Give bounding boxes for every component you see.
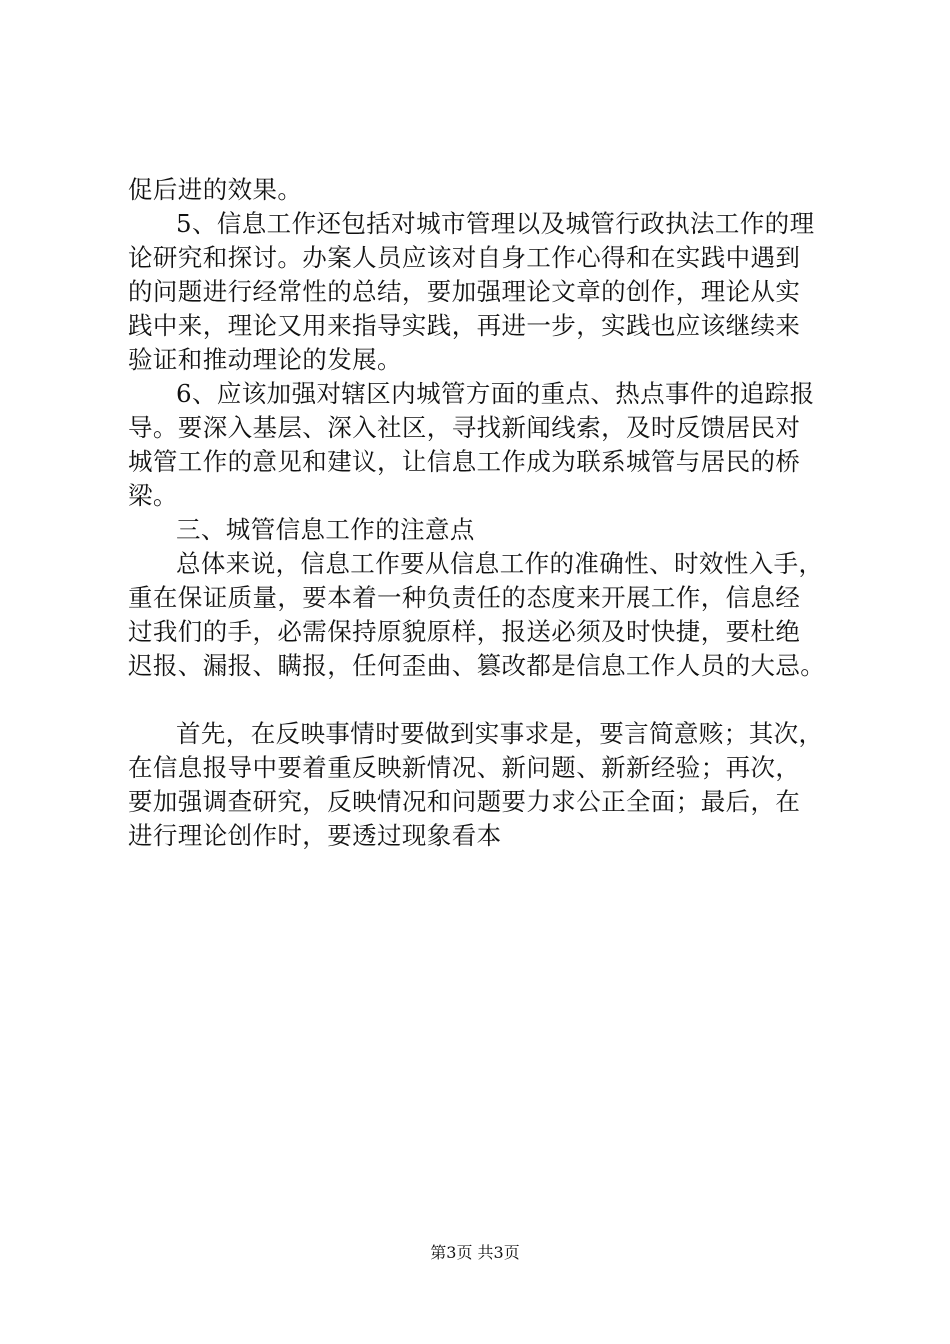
paragraph-line: 6、应该加强对辖区内城管方面的重点、热点事件的追踪报 (176, 379, 815, 408)
paragraph-line: 践中来，理论又用来指导实践，再进一步，实践也应该继续来 (128, 311, 801, 340)
paragraph-line: 过我们的手，必需保持原貌原样，报送必须及时快捷，要杜绝 (128, 617, 801, 646)
paragraph-line: 首先，在反映事情时要做到实事求是，要言简意赅；其次， (176, 719, 824, 748)
paragraph-line: 导。要深入基层、深入社区，寻找新闻线索，及时反馈居民对 (128, 413, 801, 442)
paragraph-line: 验证和推动理论的发展。 (128, 345, 402, 374)
paragraph-line: 总体来说，信息工作要从信息工作的准确性、时效性入手， (176, 549, 824, 578)
paragraph-line: 迟报、漏报、瞒报，任何歪曲、篡改都是信息工作人员的大忌。 (128, 651, 826, 680)
paragraph-line: 促后进的效果。 (128, 175, 303, 204)
section-heading: 三、城管信息工作的注意点 (176, 515, 475, 544)
paragraph-line: 重在保证质量，要本着一种负责任的态度来开展工作，信息经 (128, 583, 801, 612)
paragraph-line: 论研究和探讨。办案人员应该对自身工作心得和在实践中遇到 (128, 243, 801, 272)
paragraph-line: 城管工作的意见和建议，让信息工作成为联系城管与居民的桥 (128, 447, 801, 476)
paragraph-line: 在信息报导中要着重反映新情况、新问题、新新经验；再次， (128, 753, 801, 782)
paragraph-line: 5、信息工作还包括对城市管理以及城管行政执法工作的理 (176, 209, 815, 238)
paragraph-line: 的问题进行经常性的总结，要加强理论文章的创作，理论从实 (128, 277, 801, 306)
paragraph-line: 进行理论创作时，要透过现象看本 (128, 821, 502, 850)
paragraph-line: 要加强调查研究，反映情况和问题要力求公正全面；最后，在 (128, 787, 801, 816)
paragraph-line: 梁。 (128, 481, 178, 510)
page-number-footer: 第3页 共3页 (430, 1243, 520, 1262)
